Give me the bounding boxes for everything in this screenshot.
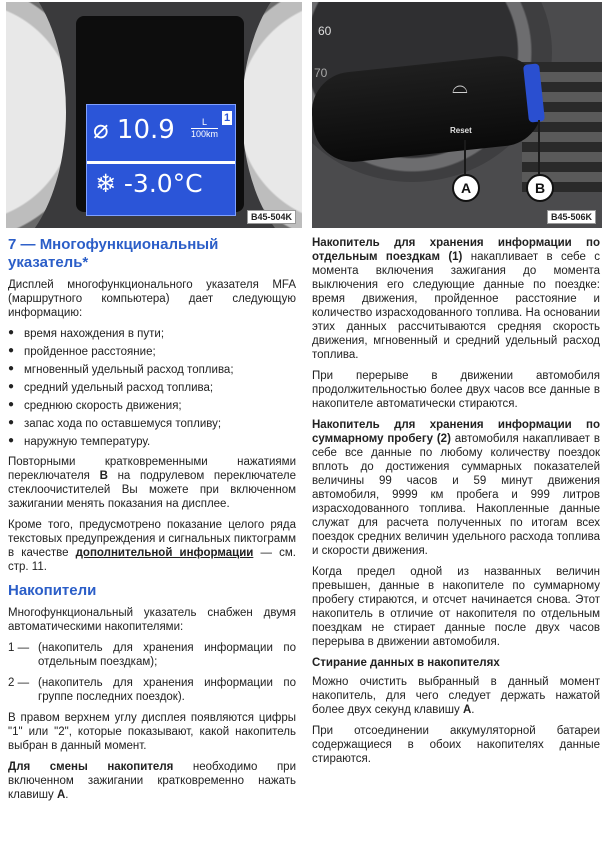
battery-paragraph: При отсоединении аккумуляторной батареи содержащиеся в обоих накопителях данные стираются. [312, 725, 600, 765]
list-item: ● время нахождения в пути; [8, 327, 296, 341]
limit-paragraph: Когда предел одной из названных величин превышен, данные в накопителе по суммарному пробегу стираются, и отсчет начинается снова. Этот накопитель в отличие от накопителя по отдельным поездкам не стирает данные после двух часов перерыва в движении автомобиля. [312, 566, 600, 648]
list-item: ● наружную температуру. [8, 435, 296, 449]
figure-code: B45-504K [247, 210, 296, 224]
display-divider [87, 161, 235, 164]
right-gauge [242, 2, 302, 228]
speed-mark-60: 60 [318, 24, 332, 38]
erase-paragraph: Можно очистить выбранный в данный момент накопитель, для чего следует держать нажатой более двух секунд клавишу A. [312, 676, 600, 716]
reset-label: Reset [450, 126, 472, 135]
left-column [8, 236, 296, 809]
right-column [312, 236, 600, 773]
section-title-mfa: 7 — Многофункциональный указатель* [8, 236, 219, 271]
callout-a-line [464, 140, 466, 174]
figure-code: B45-506K [547, 210, 596, 224]
windshield-wiper-icon: ⌓ [452, 76, 468, 98]
list-item: ● запас хода по оставшемуся топливу; [8, 417, 296, 431]
speed-mark-70: 70 [314, 66, 328, 80]
list-item: ● пройденное расстояние; [8, 345, 296, 359]
break-paragraph: При перерыве в движении автомобиля продолжительностью более двух часов все данные в накопителе автоматически стираются. [312, 370, 600, 410]
mfa-intro: Дисплей многофункционального указателя MFA (маршрутного компьютера) дает следующую информацию: [8, 279, 296, 319]
accumulators-intro: Многофункциональный указатель снабжен двумя автоматическими накопителями: [8, 607, 296, 633]
accumulator-2: 2 — (накопитель для хранения информации по группе последних поездок). [8, 677, 296, 703]
trip-accumulator-paragraph: Накопитель для хранения информации по отдельным поездкам (1) накапливает в себе с момента включения зажигания до момента выключения его следующие данные по поездке: время движения, пройденное расстояние и количество израсходованного топлива. На основании этих данных рассчитываются средняя скорость движения, мгновенный и средний удельный расход топлива. [312, 237, 600, 361]
accumulator-1: 1 — (накопитель для хранения информации по отдельным поездкам); [8, 642, 296, 668]
callout-a: A [452, 174, 480, 202]
cluster-display-figure [6, 2, 302, 228]
erase-subheading: Стирание данных в накопителях [312, 657, 500, 669]
memory-indicator: 1 [223, 112, 231, 124]
wiper-stalk-figure [312, 2, 602, 228]
list-item: ● среднюю скорость движения; [8, 399, 296, 413]
left-gauge [6, 2, 66, 228]
warnings-paragraph: Кроме того, предусмотрено показание целого ряда текстовых предупреждения и сигнальных пиктограмм в качестве дополнительной информации — см. стр. 11. [8, 519, 296, 573]
temperature-readout: ❄ -3.0°C [95, 169, 203, 198]
digits-paragraph: В правом верхнем углу дисплея появляются цифры "1" или "2", которые показывают, какой накопитель выбран в данный момент. [8, 712, 296, 752]
switch-paragraph: Повторными кратковременными нажатиями переключателя B на подрулевом переключателе стеклоочистителей Вы можете при включенном зажигании менять показания на дисплее. [8, 456, 296, 510]
change-accumulator-paragraph: Для смены накопителя необходимо при включенном зажигании кратковременно нажать клавишу A. [8, 761, 296, 801]
callout-b-line [538, 120, 540, 174]
list-item: ● мгновенный удельный расход топлива; [8, 363, 296, 377]
list-item: ● средний удельный расход топлива; [8, 381, 296, 395]
total-accumulator-paragraph: Накопитель для хранения информации по суммарному пробегу (2) автомобиля накапливает в себе все данные по любому количеству поездок вплоть до достижения суммарных показателей величины 99 часов и 59 минут движения автомобиля, 9999 км пробега и 999 литров израсходованного топлива. Накопленные данные служат для расчета полученных по итогам всех поездок средних величин удельного расхода топлива и скорости движения. [312, 419, 601, 557]
additional-info-link[interactable]: дополнительной информации [75, 547, 254, 559]
consumption-unit: L 100km [191, 117, 219, 139]
mfa-info-list [8, 327, 296, 449]
callout-b: B [526, 174, 554, 202]
consumption-readout: ⌀ 10.9 [93, 115, 175, 145]
mfa-display [86, 104, 236, 216]
section-title-accumulators: Накопители [8, 582, 97, 599]
